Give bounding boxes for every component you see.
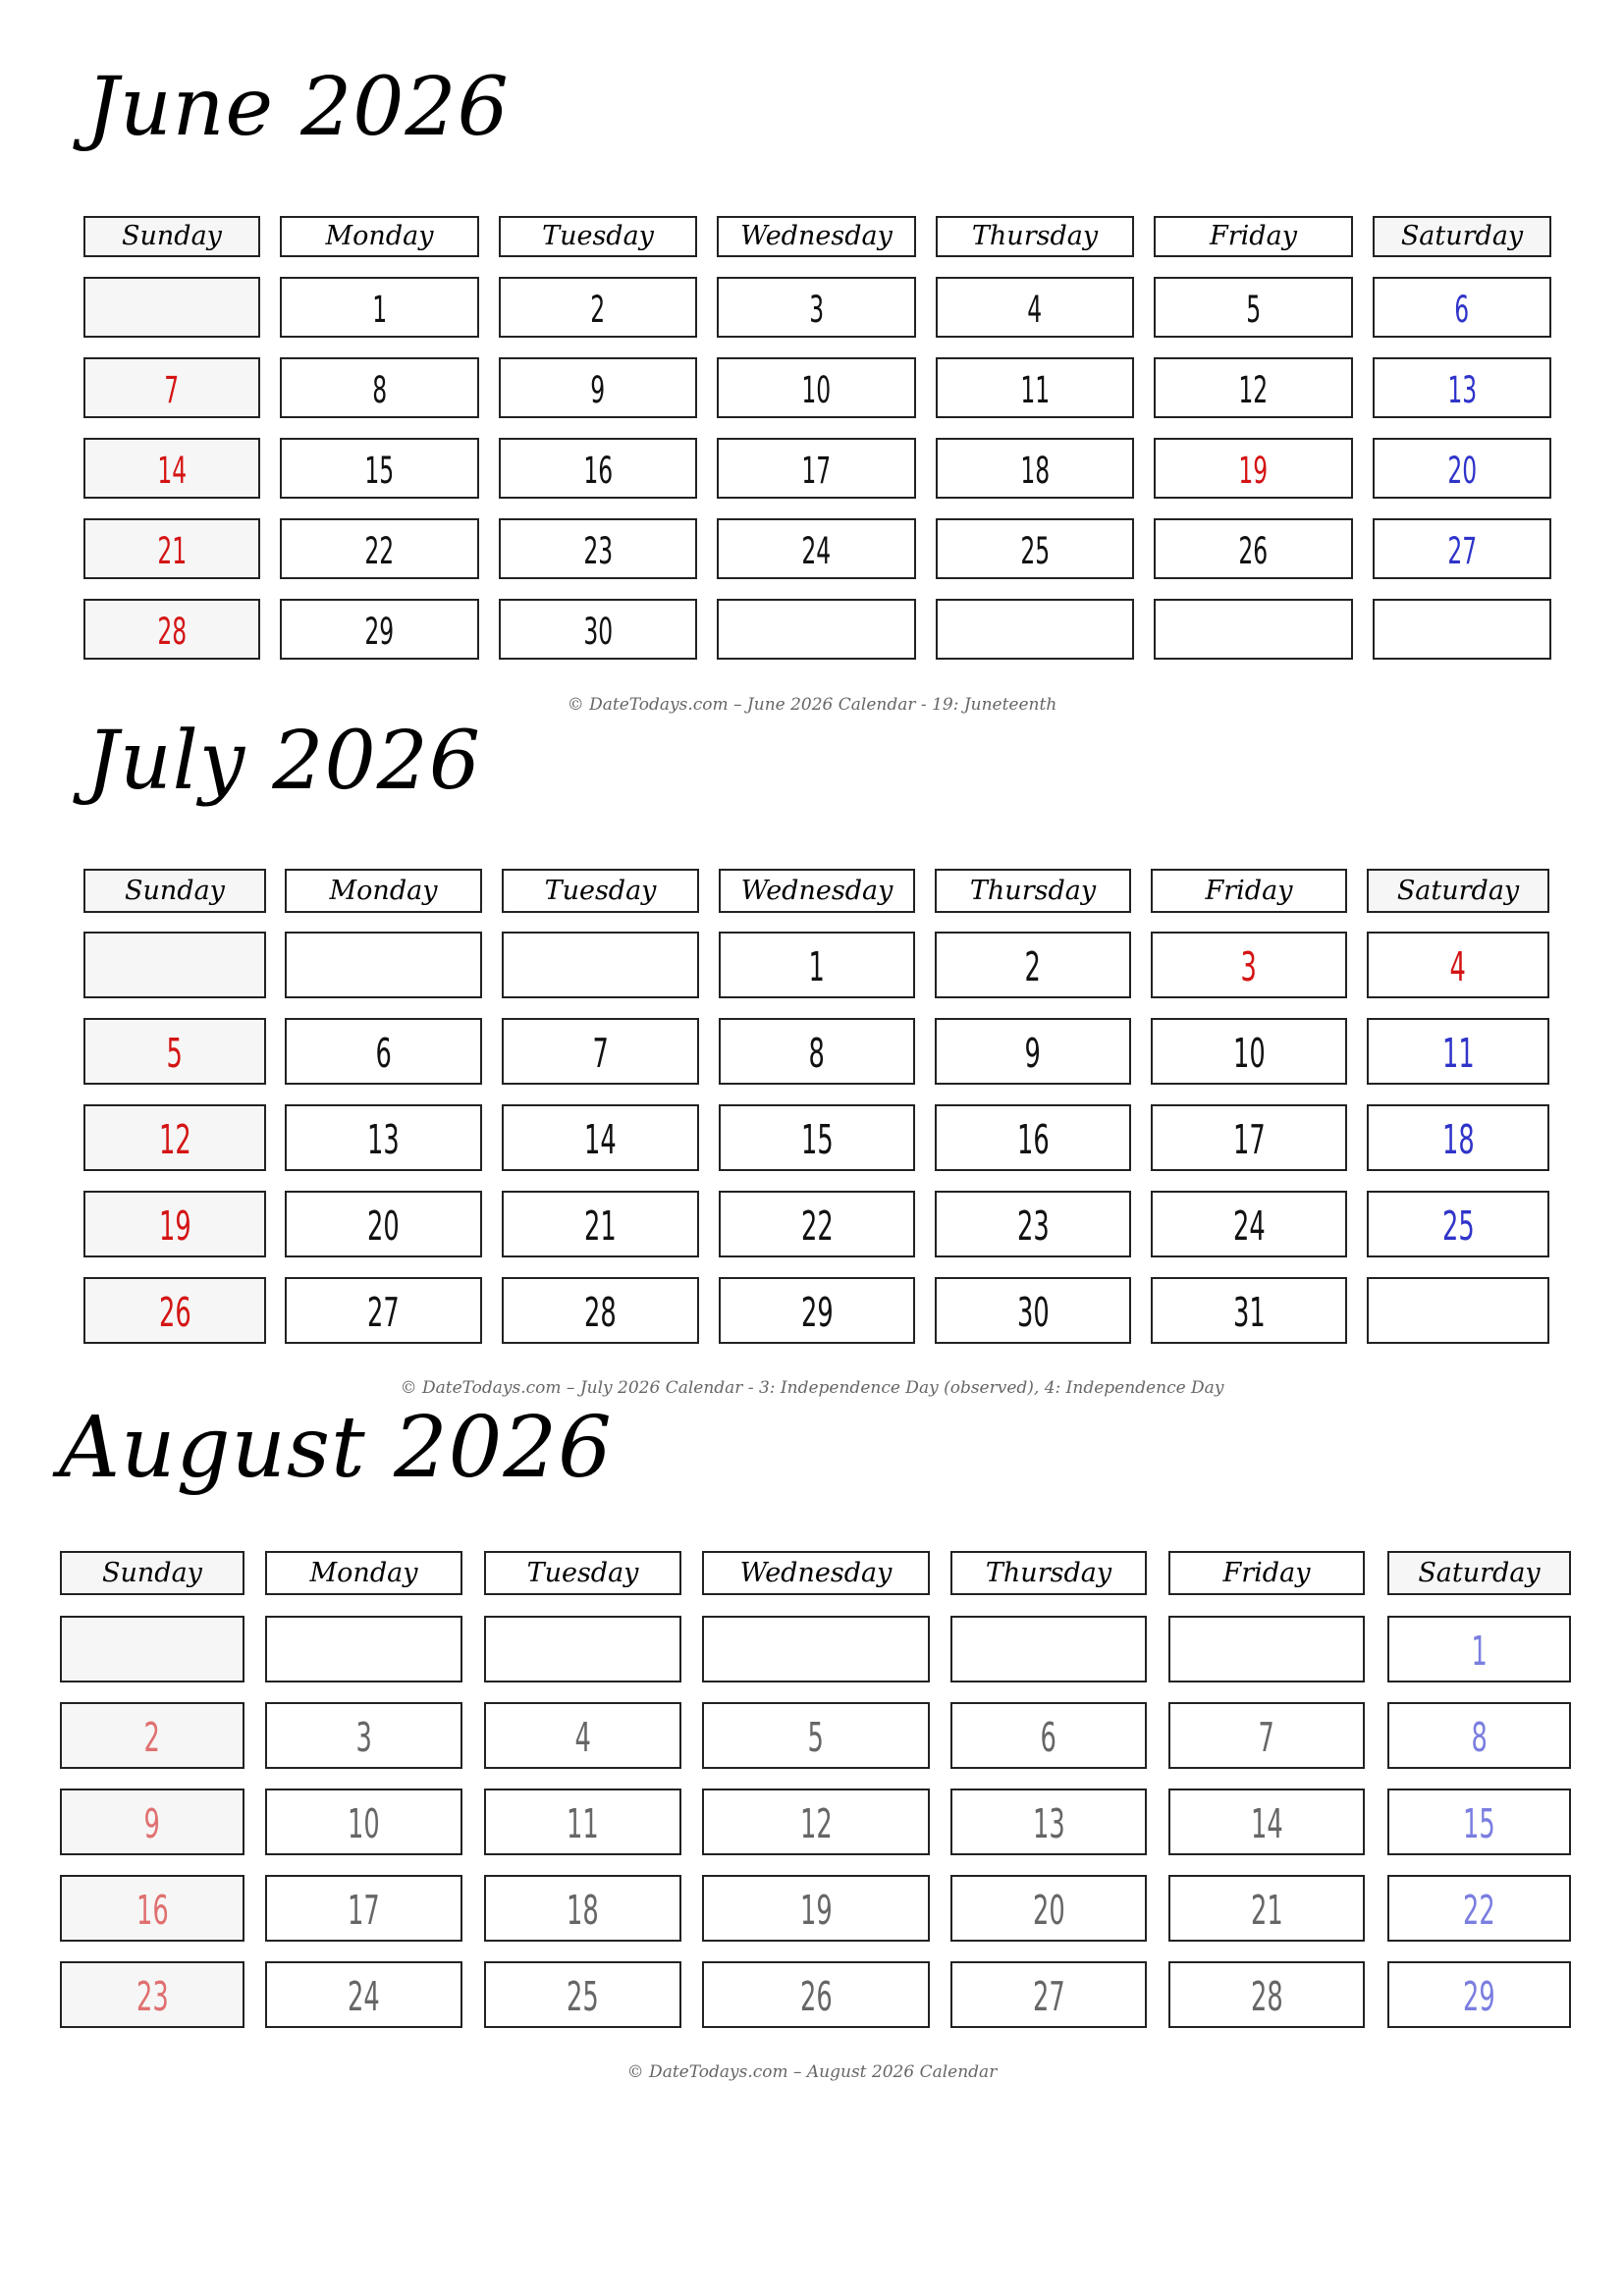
day-number: 22 bbox=[1463, 1887, 1495, 1934]
day-cell bbox=[936, 518, 1134, 579]
day-number: 11 bbox=[1020, 368, 1050, 411]
day-cell bbox=[60, 1961, 244, 2028]
day-number: 5 bbox=[1246, 288, 1261, 331]
day-number: 26 bbox=[1238, 529, 1269, 572]
weekday-header-saturday: Saturday bbox=[1367, 869, 1549, 913]
day-number: 29 bbox=[364, 610, 395, 653]
day-number: 16 bbox=[583, 449, 613, 492]
day-number: 28 bbox=[584, 1289, 617, 1336]
weekday-header-thursday: Thursday bbox=[950, 1551, 1147, 1595]
empty-day-cell bbox=[1373, 599, 1551, 660]
day-number: 10 bbox=[348, 1800, 380, 1847]
day-cell bbox=[1387, 1702, 1571, 1769]
day-number: 14 bbox=[1250, 1800, 1283, 1847]
day-number: 11 bbox=[1441, 1030, 1475, 1077]
empty-day-cell bbox=[83, 932, 266, 998]
day-cell bbox=[1154, 277, 1353, 338]
day-number: 21 bbox=[1250, 1887, 1283, 1934]
empty-day-cell bbox=[484, 1616, 681, 1682]
day-number: 6 bbox=[375, 1030, 392, 1077]
day-cell bbox=[499, 518, 697, 579]
day-number: 28 bbox=[157, 610, 187, 653]
weekday-header-saturday: Saturday bbox=[1373, 216, 1551, 257]
empty-day-cell bbox=[936, 599, 1134, 660]
day-cell bbox=[1367, 1104, 1549, 1171]
day-number: 1 bbox=[808, 943, 826, 990]
day-cell bbox=[719, 1191, 915, 1257]
empty-day-cell bbox=[265, 1616, 462, 1682]
weekday-header-thursday: Thursday bbox=[936, 216, 1134, 257]
day-cell bbox=[1387, 1789, 1571, 1855]
weekday-header-tuesday: Tuesday bbox=[502, 869, 699, 913]
day-cell bbox=[950, 1961, 1147, 2028]
day-number: 7 bbox=[592, 1030, 609, 1077]
empty-day-cell bbox=[1154, 599, 1353, 660]
day-cell bbox=[1151, 1104, 1347, 1171]
day-number: 8 bbox=[372, 368, 387, 411]
weekday-header-monday: Monday bbox=[285, 869, 482, 913]
day-cell bbox=[502, 1104, 699, 1171]
day-cell bbox=[280, 438, 479, 499]
weekday-header-wednesday: Wednesday bbox=[719, 869, 915, 913]
day-cell bbox=[950, 1702, 1147, 1769]
day-cell bbox=[702, 1961, 930, 2028]
day-cell bbox=[1151, 1277, 1347, 1344]
day-cell bbox=[1151, 1018, 1347, 1085]
day-number: 10 bbox=[1232, 1030, 1266, 1077]
day-number: 29 bbox=[800, 1289, 834, 1336]
day-number: 23 bbox=[1016, 1202, 1050, 1250]
day-number: 5 bbox=[166, 1030, 184, 1077]
day-number: 22 bbox=[800, 1202, 834, 1250]
day-cell bbox=[265, 1789, 462, 1855]
day-number: 12 bbox=[799, 1800, 833, 1847]
day-cell bbox=[1154, 518, 1353, 579]
day-cell bbox=[499, 438, 697, 499]
day-number: 26 bbox=[799, 1973, 833, 2020]
day-cell bbox=[502, 1018, 699, 1085]
day-number: 18 bbox=[1020, 449, 1050, 492]
day-number: 25 bbox=[567, 1973, 599, 2020]
day-cell bbox=[1373, 438, 1551, 499]
empty-day-cell bbox=[717, 599, 916, 660]
day-number: 27 bbox=[1032, 1973, 1065, 2020]
day-number: 21 bbox=[157, 529, 187, 572]
day-number: 1 bbox=[372, 288, 387, 331]
day-cell bbox=[702, 1875, 930, 1942]
day-cell bbox=[1373, 357, 1551, 418]
day-number: 5 bbox=[807, 1714, 825, 1761]
day-cell bbox=[484, 1875, 681, 1942]
day-number: 21 bbox=[584, 1202, 617, 1250]
day-number: 2 bbox=[143, 1714, 161, 1761]
empty-day-cell bbox=[60, 1616, 244, 1682]
day-number: 3 bbox=[1240, 943, 1258, 990]
day-cell bbox=[484, 1789, 681, 1855]
day-cell bbox=[1151, 1191, 1347, 1257]
day-cell bbox=[1373, 518, 1551, 579]
day-cell bbox=[719, 1277, 915, 1344]
day-number: 8 bbox=[808, 1030, 826, 1077]
day-number: 1 bbox=[1471, 1628, 1488, 1675]
day-number: 7 bbox=[164, 368, 180, 411]
day-cell bbox=[265, 1875, 462, 1942]
day-number: 15 bbox=[800, 1116, 834, 1163]
day-number: 13 bbox=[1032, 1800, 1065, 1847]
day-cell bbox=[936, 438, 1134, 499]
day-cell bbox=[83, 1018, 266, 1085]
day-cell bbox=[280, 518, 479, 579]
day-number: 20 bbox=[367, 1202, 400, 1250]
weekday-header-sunday: Sunday bbox=[60, 1551, 244, 1595]
day-number: 17 bbox=[801, 449, 832, 492]
day-cell bbox=[285, 1104, 482, 1171]
empty-day-cell bbox=[1168, 1616, 1365, 1682]
day-cell bbox=[499, 599, 697, 660]
day-cell bbox=[83, 1277, 266, 1344]
day-cell bbox=[484, 1702, 681, 1769]
day-cell bbox=[1168, 1961, 1365, 2028]
calendar-footer-note: © DateTodays.com – July 2026 Calendar - 3: Independence Day (observed), 4: Independence Day bbox=[400, 1378, 1224, 1398]
day-cell bbox=[1387, 1616, 1571, 1682]
day-number: 4 bbox=[1449, 943, 1467, 990]
day-cell bbox=[717, 277, 916, 338]
empty-day-cell bbox=[83, 277, 260, 338]
day-number: 23 bbox=[135, 1973, 169, 2020]
day-cell bbox=[1387, 1875, 1571, 1942]
day-number: 25 bbox=[1020, 529, 1050, 572]
day-cell bbox=[717, 518, 916, 579]
day-number: 13 bbox=[1447, 368, 1477, 411]
day-cell bbox=[83, 1104, 266, 1171]
day-number: 24 bbox=[1232, 1202, 1266, 1250]
day-cell bbox=[719, 1018, 915, 1085]
day-number: 15 bbox=[1463, 1800, 1495, 1847]
day-number: 10 bbox=[801, 368, 832, 411]
day-number: 31 bbox=[1232, 1289, 1266, 1336]
month-title: August 2026 bbox=[59, 1399, 613, 1497]
calendar-footer-note: © DateTodays.com – August 2026 Calendar bbox=[626, 2062, 998, 2082]
day-number: 19 bbox=[158, 1202, 191, 1250]
day-cell bbox=[280, 599, 479, 660]
day-cell bbox=[936, 357, 1134, 418]
day-number: 26 bbox=[158, 1289, 191, 1336]
day-cell bbox=[285, 1277, 482, 1344]
day-cell bbox=[502, 1191, 699, 1257]
day-cell bbox=[265, 1702, 462, 1769]
day-number: 12 bbox=[1238, 368, 1269, 411]
weekday-header-sunday: Sunday bbox=[83, 869, 266, 913]
day-number: 13 bbox=[367, 1116, 400, 1163]
day-cell bbox=[280, 357, 479, 418]
day-cell bbox=[1367, 1191, 1549, 1257]
day-number: 6 bbox=[1454, 288, 1470, 331]
day-cell bbox=[285, 1191, 482, 1257]
weekday-header-thursday: Thursday bbox=[935, 869, 1131, 913]
day-number: 16 bbox=[135, 1887, 169, 1934]
day-cell bbox=[935, 1277, 1131, 1344]
day-number: 6 bbox=[1040, 1714, 1057, 1761]
day-cell bbox=[1154, 357, 1353, 418]
weekday-header-friday: Friday bbox=[1151, 869, 1347, 913]
day-cell bbox=[1154, 438, 1353, 499]
day-cell bbox=[1373, 277, 1551, 338]
day-number: 7 bbox=[1258, 1714, 1275, 1761]
day-number: 12 bbox=[158, 1116, 191, 1163]
day-cell bbox=[280, 277, 479, 338]
weekday-header-tuesday: Tuesday bbox=[484, 1551, 681, 1595]
day-cell bbox=[702, 1789, 930, 1855]
day-number: 30 bbox=[583, 610, 613, 653]
weekday-header-monday: Monday bbox=[280, 216, 479, 257]
day-number: 24 bbox=[348, 1973, 380, 2020]
day-cell bbox=[717, 438, 916, 499]
day-cell bbox=[83, 599, 260, 660]
day-cell bbox=[1367, 932, 1549, 998]
day-number: 22 bbox=[364, 529, 395, 572]
empty-day-cell bbox=[1367, 1277, 1549, 1344]
day-cell bbox=[83, 438, 260, 499]
day-number: 8 bbox=[1471, 1714, 1488, 1761]
day-cell bbox=[83, 1191, 266, 1257]
day-number: 14 bbox=[584, 1116, 617, 1163]
day-number: 4 bbox=[1027, 288, 1043, 331]
day-number: 28 bbox=[1250, 1973, 1283, 2020]
day-number: 18 bbox=[567, 1887, 599, 1934]
day-number: 24 bbox=[801, 529, 832, 572]
month-title: June 2026 bbox=[86, 61, 510, 154]
day-cell bbox=[702, 1702, 930, 1769]
day-number: 15 bbox=[364, 449, 395, 492]
weekday-header-wednesday: Wednesday bbox=[717, 216, 916, 257]
day-cell bbox=[83, 518, 260, 579]
day-number: 9 bbox=[143, 1800, 161, 1847]
day-number: 23 bbox=[583, 529, 613, 572]
day-cell bbox=[83, 357, 260, 418]
day-number: 4 bbox=[574, 1714, 591, 1761]
day-cell bbox=[1151, 932, 1347, 998]
day-number: 18 bbox=[1441, 1116, 1475, 1163]
day-number: 27 bbox=[367, 1289, 400, 1336]
day-cell bbox=[935, 1018, 1131, 1085]
day-cell bbox=[1168, 1702, 1365, 1769]
day-cell bbox=[935, 1191, 1131, 1257]
day-number: 14 bbox=[157, 449, 187, 492]
weekday-header-wednesday: Wednesday bbox=[702, 1551, 930, 1595]
day-cell bbox=[935, 932, 1131, 998]
day-cell bbox=[265, 1961, 462, 2028]
day-cell bbox=[60, 1702, 244, 1769]
day-cell bbox=[60, 1789, 244, 1855]
day-number: 16 bbox=[1016, 1116, 1050, 1163]
day-cell bbox=[285, 1018, 482, 1085]
day-number: 30 bbox=[1016, 1289, 1050, 1336]
day-number: 20 bbox=[1447, 449, 1477, 492]
day-number: 2 bbox=[1024, 943, 1042, 990]
weekday-header-monday: Monday bbox=[265, 1551, 462, 1595]
weekday-header-friday: Friday bbox=[1154, 216, 1353, 257]
calendar-footer-note: © DateTodays.com – June 2026 Calendar - 19: Juneteenth bbox=[567, 695, 1057, 715]
weekday-header-sunday: Sunday bbox=[83, 216, 260, 257]
day-number: 9 bbox=[590, 368, 606, 411]
day-number: 27 bbox=[1447, 529, 1477, 572]
day-number: 17 bbox=[348, 1887, 380, 1934]
day-number: 17 bbox=[1232, 1116, 1266, 1163]
day-number: 2 bbox=[590, 288, 606, 331]
month-title: July 2026 bbox=[86, 715, 481, 808]
empty-day-cell bbox=[950, 1616, 1147, 1682]
day-cell bbox=[717, 357, 916, 418]
day-cell bbox=[1168, 1875, 1365, 1942]
day-cell bbox=[60, 1875, 244, 1942]
weekday-header-saturday: Saturday bbox=[1387, 1551, 1571, 1595]
day-cell bbox=[484, 1961, 681, 2028]
day-number: 3 bbox=[355, 1714, 372, 1761]
day-number: 20 bbox=[1032, 1887, 1065, 1934]
empty-day-cell bbox=[502, 932, 699, 998]
day-cell bbox=[719, 932, 915, 998]
day-cell bbox=[950, 1875, 1147, 1942]
day-cell bbox=[935, 1104, 1131, 1171]
day-number: 19 bbox=[1238, 449, 1269, 492]
weekday-header-friday: Friday bbox=[1168, 1551, 1365, 1595]
day-cell bbox=[1387, 1961, 1571, 2028]
day-cell bbox=[936, 277, 1134, 338]
day-cell bbox=[502, 1277, 699, 1344]
empty-day-cell bbox=[285, 932, 482, 998]
day-number: 25 bbox=[1441, 1202, 1475, 1250]
day-cell bbox=[719, 1104, 915, 1171]
day-cell bbox=[1168, 1789, 1365, 1855]
day-number: 3 bbox=[809, 288, 824, 331]
weekday-header-tuesday: Tuesday bbox=[499, 216, 697, 257]
empty-day-cell bbox=[702, 1616, 930, 1682]
day-cell bbox=[950, 1789, 1147, 1855]
day-number: 9 bbox=[1024, 1030, 1042, 1077]
day-number: 19 bbox=[799, 1887, 833, 1934]
day-number: 29 bbox=[1463, 1973, 1495, 2020]
day-cell bbox=[1367, 1018, 1549, 1085]
day-cell bbox=[499, 277, 697, 338]
day-cell bbox=[499, 357, 697, 418]
day-number: 11 bbox=[567, 1800, 599, 1847]
